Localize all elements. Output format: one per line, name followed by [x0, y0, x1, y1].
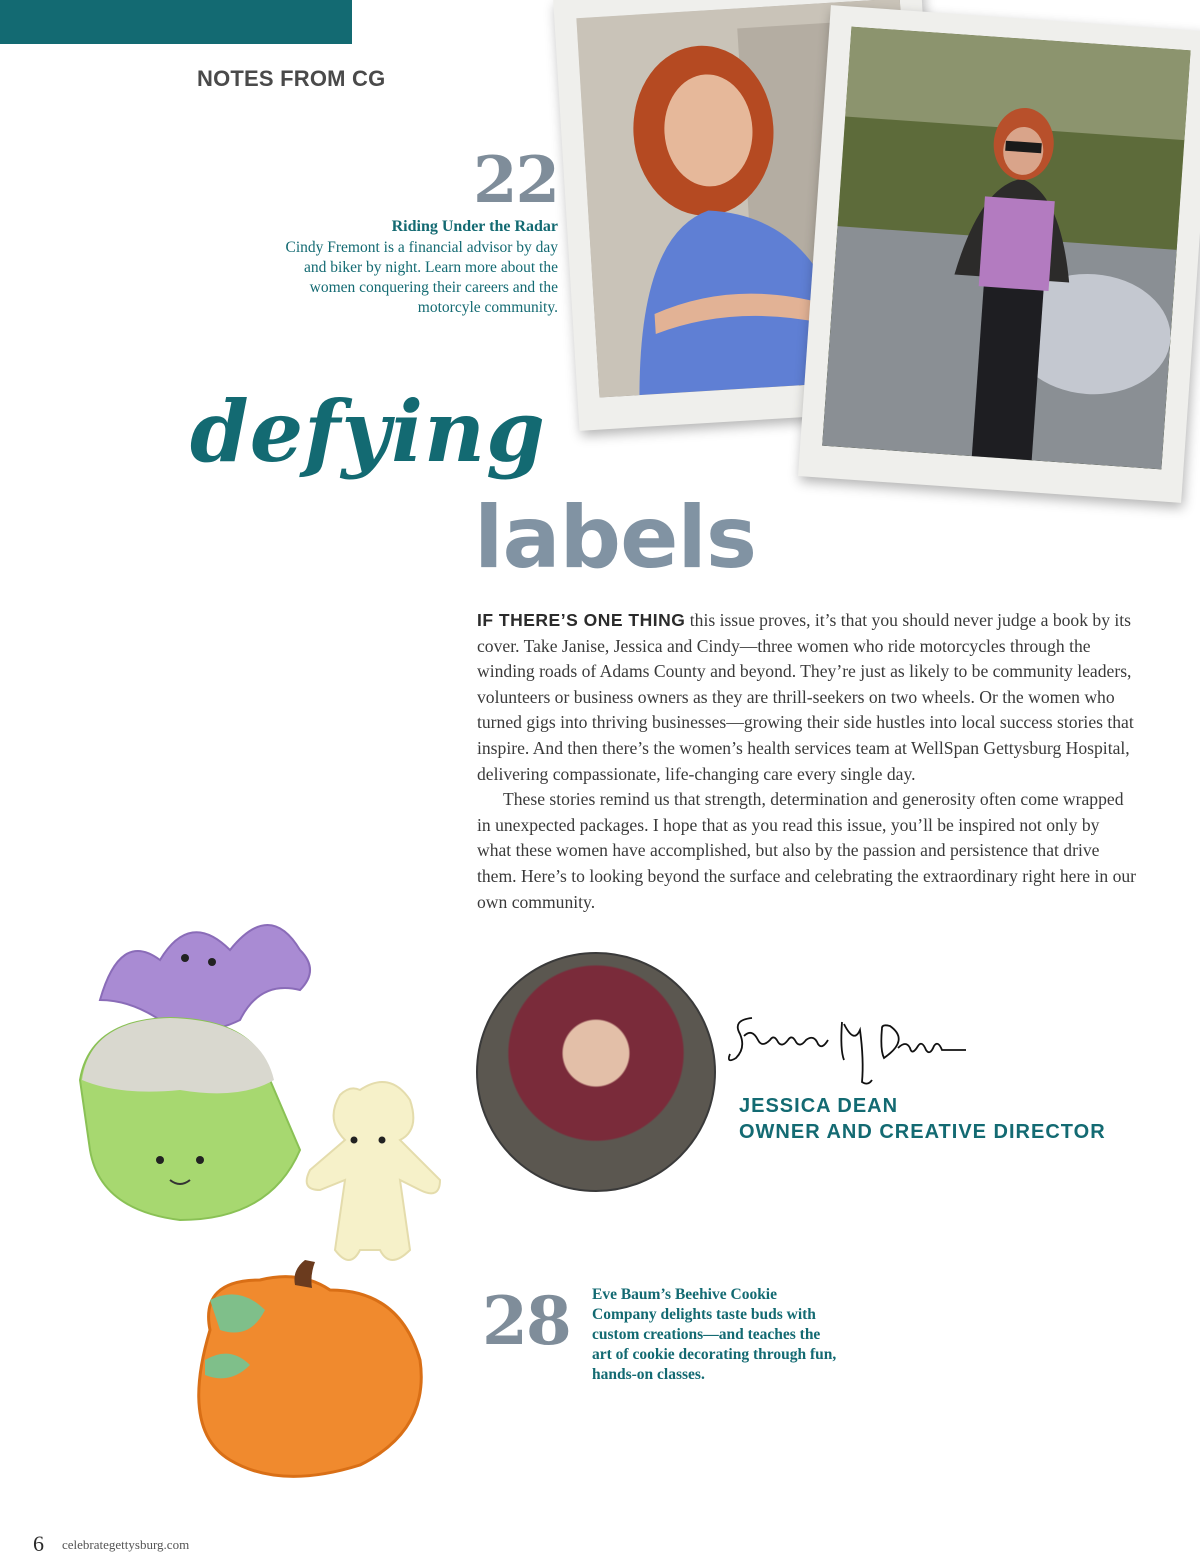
footer-page-number: 6	[33, 1531, 44, 1556]
teaser-2-name: Eve Baum’s	[592, 1286, 672, 1303]
section-label: NOTES FROM CG	[197, 66, 386, 91]
footer-url[interactable]: celebrategettysburg.com	[62, 1537, 190, 1552]
teaser-body: Cindy Fremont is a financial advisor by day and biker by night. Learn more about the women conquering their careers and the motorcyle community.	[285, 239, 558, 316]
editor-title: OWNER AND CREATIVE DIRECTOR	[739, 1121, 1106, 1143]
mummy-cookie	[307, 1082, 440, 1260]
bat-cookie	[100, 925, 310, 1030]
editor-portrait	[476, 952, 716, 1192]
teaser-riding-under-radar[interactable]	[270, 143, 558, 318]
teaser-beehive-cookie[interactable]	[592, 1285, 842, 1385]
editor-letter-paragraph-2: These stories remind us that strength, determination and generosity often come wrapped in unexpected packages. I hope that as you read this issue, you’ll be inspired not only by what these women have accomplished, but also by the passion and persistence that drive them. Here’s to looking beyond the surface and celebrating the extraordinary right here in our own community.	[477, 789, 1137, 912]
paragraph-1-text: this issue proves, it’s that you should never judge a book by its cover. Take Janise, Jessica and Cindy—three women who ride motorcycles through the winding roads of Adams County and beyond. They’re just as likely to be community leaders, volunteers or business owners as they are thrill-seekers on two wheels. Or the women who turned gigs into thriving businesses—growing their side hustles into local success stories that inspire. And then there’s the women’s health services team at WellSpan Gettysburg Hospital, delivering compassionate, life-changing care every single day.	[477, 610, 1134, 784]
photo-cindy-motorcycle	[798, 5, 1200, 503]
top-accent-bar	[0, 0, 352, 44]
headline-defying: defying	[190, 382, 546, 481]
editor-name: JESSICA DEAN	[739, 1095, 899, 1117]
teaser-2-body: Beehive Cookie Company delights taste buds with custom creations—and teaches the art of cookie decorating through fun, hands-on classes.	[592, 1286, 837, 1383]
editor-letter	[477, 608, 1137, 915]
signature	[722, 1000, 972, 1090]
editor-letter-paragraph-1	[477, 608, 1137, 787]
headline-labels: labels	[474, 488, 757, 588]
teaser-2-page-number: 28	[482, 1282, 570, 1360]
halloween-cookies-image	[60, 890, 500, 1490]
teaser-page-number: 22	[472, 143, 558, 218]
lead-in: IF THERE’S ONE THING	[477, 610, 686, 630]
teaser-title: Riding Under the Radar	[391, 218, 558, 235]
